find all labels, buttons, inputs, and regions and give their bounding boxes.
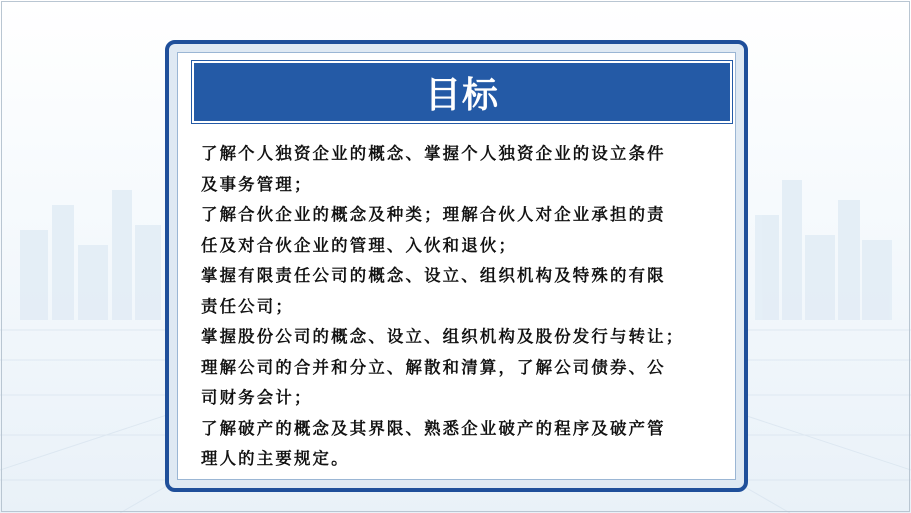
objective-line: 任及对合伙企业的管理、入伙和退伙； [201,235,518,255]
objective-line: 掌握有限责任公司的概念、设立、组织机构及特殊的有限 [201,266,666,285]
objective-line: 理解公司的合并和分立、解散和清算，了解公司债券、公 [201,357,666,377]
objective-line: 责任公司； [201,296,294,316]
objective-line: 了解合伙企业的概念及种类；理解合伙人对企业承担的责 [201,205,666,224]
objective-line: 掌握股份公司的概念、设立、组织机构及股份发行与转让； [201,327,685,346]
objective-line: 理人的主要规定。 [201,449,350,468]
title-banner [192,61,732,123]
slide-title: 目标 [424,74,499,116]
objectives-card [165,40,748,492]
objective-line: 及事务管理； [201,174,313,194]
objective-line: 司财务会计； [201,388,313,407]
objective-line: 了解破产的概念及其界限、熟悉企业破产的程序及破产管 [201,418,666,438]
objective-line: 了解个人独资企业的概念、掌握个人独资企业的设立条件 [201,144,666,163]
objectives-text-block [201,139,731,475]
objectives-card-body [177,52,736,480]
